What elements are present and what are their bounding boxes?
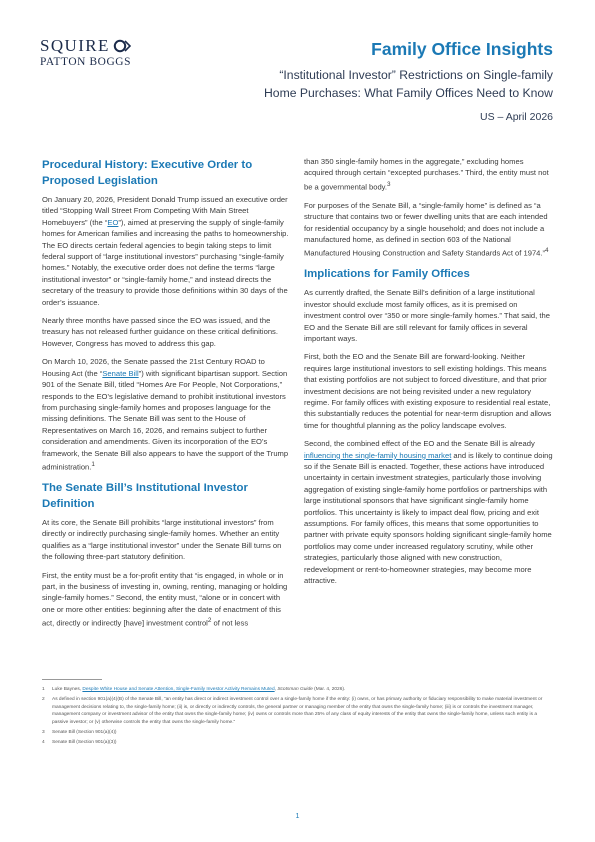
logo-line2: PATTON BOGGS: [40, 56, 132, 68]
paragraph: On March 10, 2026, the Senate passed the 21st Century ROAD to Housing Act (the “Senate Bill”) with significant bipartisan support. Section 901 of the Senate Bill, titled “Homes Are For People, Not Corporations,” responds to the EO’s legislative demand to prohibit institutional investors from purchasing single-family homes and proposes language for the missing definitions. The Senate Bill was sent to the House of Representatives on March 16, 2026, and remains subject to further consideration and amendments. Given its incorporation of the EO’s framework, the Senate Bill also appears to have the support of the Trump administration.$^1$: [42, 357, 289, 472]
footnote-ref[interactable]: 4: [545, 247, 549, 255]
footnote-2: 2 As defined in section 901(a)(4)(B) of the Senate Bill, “an entity has direct or indirect investment control over a single-family home if the entity: (i) owns, or has primary authority or fiduciary responsibility to make material investment or management decisions relating to, the single-family home; (ii) is, or directly or indirectly controls, the general partner or managing member of the entity that owns the single-family home; (iii) is or controls the investment manager, management company or investment advisor of the entity that owns the single-family home; (iv) owns or controls more than 25% of any class of equity interests of the entity that owns the single-family home, unless such entity is a passive investor; or (v) otherwise controls the entity that owns the single-family home.”: [42, 697, 543, 725]
paragraph: First, the entity must be a for-profit entity that “is engaged, in whole or in part, in the business of investing in, owning, renting, managing or holding single-family homes.” Second, the entity must, “alone or in concert with one or more other entities: beginning after the date of enactment of this act, directly or indirectly [have] investment control$^2$ of not less: [42, 570, 288, 628]
paragraph: Second, the combined effect of the EO and the Senate Bill is already influencing the single-family housing market and is likely to continue doing so if the Senate Bill is enacted. Together, these actions have introduced uncertainty in certain investment strategies, particularly those involving aggregation of existing single-family home portfolios or partnerships with large institutional sponsors that have significant single-family home portfolios. This uncertainty is likely to impact deal flow, pricing and exit assumptions. For family offices, this means that some opportunities to partner with private equity sponsors holding significant single-family home portfolios may come under increased regulatory scrutiny, while other strategies, particularly those aligned with new construction, redevelopment or rent-to-homeowner strategies, may become more attractive.: [304, 439, 553, 586]
page-number: 1: [295, 813, 300, 820]
paragraph: Nearly three months have passed since the EO was issued, and the treasury has not released further guidance on these critical definitions. However, Congress has moved to address this gap.: [42, 316, 278, 348]
article-title-line1: “Institutional Investor” Restrictions on Single-family: [279, 68, 553, 82]
footnote-source-link[interactable]: Despite White House and Senate Attention, Single-Family Investor Activity Remains Muted: [82, 687, 275, 692]
section-heading-procedural-history: Procedural History: Executive Order to Proposed Legislation: [42, 159, 253, 187]
footnote-divider: [42, 679, 102, 680]
right-column: [304, 156, 554, 593]
publication-date: US – April 2026: [480, 111, 553, 123]
footnote-ref[interactable]: 2: [207, 617, 212, 625]
housing-market-link[interactable]: influencing the single-family housing market: [304, 450, 452, 460]
left-column: [42, 157, 292, 636]
section-heading-institutional-investor: The Senate Bill’s Institutional Investor Definition: [42, 481, 248, 510]
footnote-3: 3 Senate Bill (Section 901(a)(4)): [42, 729, 117, 735]
document-header: [233, 39, 553, 123]
footnote-4: 4 Senate Bill (Section 901(a)(3)): [42, 740, 117, 746]
logo-line1: SQUIRE: [40, 36, 110, 55]
paragraph: For purposes of the Senate Bill, a “single-family home” is defined as “a structure that contains two or fewer dwelling units that are each intended for residential occupancy by a single household; and does not include a manufactured home, as defined in section 603 of the National Manufactured Housing Construction and Safety Standards Act of 1974.”$^4$: [304, 200, 549, 258]
footnote-ref[interactable]: 3: [387, 180, 391, 188]
footnote-1: 1 Luke Baynes, Despite White House and Senate Attention, Single-Family Investor Activity Remains Muted, Scotsman Guide (Mar. 4, 2026).: [42, 687, 346, 692]
publication-title: Family Office Insights: [371, 39, 553, 59]
eo-link[interactable]: EO: [107, 217, 119, 227]
article-title-line2: Home Purchases: What Family Offices Need to Know: [263, 86, 553, 100]
paragraph: On January 20, 2026, President Donald Trump issued an executive order titled “Stopping Wall Street From Competing With Main Street Homebuyers” (the “EO”), aimed at preserving the supply of single-family homes for American families and increasing the paths to homeownership. The EO directs certain federal agencies to begin taking steps to limit federal support of “large institutional investors” purchasing “single-family homes.” Notably, the executive order does not define the terms “large institutional investor” or “single-family home,” and instead directs the secretary of the treasury to provide those definitions within 30 days of the order’s issuance.: [42, 195, 289, 307]
senate-bill-link[interactable]: Senate Bill: [102, 368, 139, 378]
logo-mark-icon: [113, 38, 131, 54]
footnote-ref[interactable]: 1: [91, 460, 95, 468]
paragraph: than 350 single-family homes in the aggregate,” excluding homes acquired through certain “excepted purchases.” Third, the entity must not be a governmental body.$^3$: [304, 157, 549, 192]
paragraph: As currently drafted, the Senate Bill’s definition of a large institutional investor should exclude most family offices, as it is premised on investment control over “350 or more single-family homes.” That said, the EO and the Senate Bill are still relevant for family offices in several important ways.: [304, 288, 550, 343]
squire-patton-boggs-logo: [40, 37, 150, 69]
article-title: [233, 66, 553, 102]
footnotes: [42, 686, 554, 749]
paragraph: First, both the EO and the Senate Bill are forward-looking. Neither requires large institutional investors to sell existing holdings. This means that existing portfolios are not subject to forced divestiture, and that prior investment decisions are not being revisited under a new regulatory regime. For family offices with existing exposure to residential real estate, this substantially reduces the potential for near-term disruption and allows time for thoughtful planning as the policy landscape evolves.: [304, 352, 552, 430]
section-heading-implications: Implications for Family Offices: [304, 268, 470, 281]
paragraph: At its core, the Senate Bill prohibits “large institutional investors” from directly or indirectly purchasing single-family homes. Whether an entity qualifies as a “large institutional investor” under the Senate Bill turns on the following three-part statutory definition.: [42, 517, 282, 562]
